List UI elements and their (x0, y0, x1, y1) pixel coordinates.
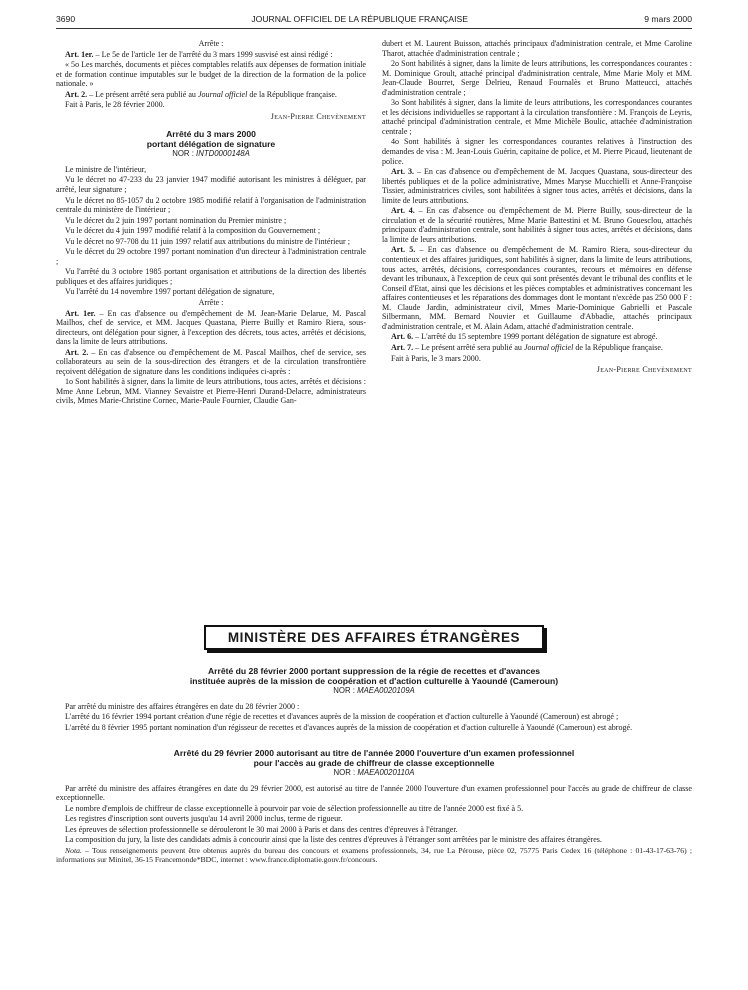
article-text: de la République française. (247, 89, 337, 99)
article-text: – En cas d'absence ou d'empêchement de M. Pascal Mailhos, chef de service, ses collaborateurs au sein de la sous-direction des étrangers et de la circulation transfrontière reçoivent délégation de signature dans les conditions indiquées ci-après : (56, 347, 366, 376)
paragraph: Vu le décret du 29 octobre 1997 portant nomination d'un directeur à l'administration centrale ; (56, 247, 366, 266)
journal-title: JOURNAL OFFICIEL DE LA RÉPUBLIQUE FRANÇAISE (251, 14, 468, 24)
journal-officiel-italic: Journal officiel (523, 342, 574, 352)
paragraph: L'arrêté du 8 février 1995 portant nomination d'un régisseur de recettes et d'avances auprès de la mission de coopération et d'action culturelle à Yaoundé (Cameroun) est abrogé. (65, 722, 633, 732)
paragraph: Vu le décret du 2 juin 1997 portant nomination du Premier ministre ; (65, 215, 287, 225)
paragraph: dubert et M. Laurent Buisson, attachés principaux d'administration centrale, et Mme Caroline Tharot, attachée d'administration centrale ; (382, 39, 692, 58)
article-text: – Le 5e de l'article 1er de l'arrêté du 3 mars 1999 susvisé est ainsi rédigé : (93, 49, 333, 59)
page-number: 3690 (56, 14, 76, 24)
nor-code: MAEA0020109A (357, 686, 415, 695)
paragraph: Les registres d'inscription sont ouverts jusqu'au 14 avril 2000 inclus, terme de rigueur. (65, 814, 343, 824)
nor-label: NOR : (172, 149, 197, 159)
article-text: – En cas d'absence ou d'empêchement de M. Jacques Quastana, sous-directeur des libertés publiques et de la police administrative, Mmes Maryse Mucchielli et Anne-Françoise Tissier, administratrices civiles, sont habilitées à signer tous actes, arrêtés et décisions, dans la limite de leurs attributions. (382, 167, 692, 205)
paragraph: La composition du jury, la liste des candidats admis à concourir ainsi que la liste des centres d'épreuves à l'étranger sont arrêtées par le ministre des affaires étrangères. (65, 835, 602, 845)
paragraph: Par arrêté du ministre des affaires étrangères en date du 29 février 2000, est autorisé au titre de l'année 2000 l'ouverture d'un examen professionnel pour l'accès au grade de chiffreur de classe exceptionnelle. (56, 783, 692, 803)
nota-text: – Tous renseignements peuvent être obtenus auprès du bureau des concours et examens professionnels, 34, rue La Pérouse, pièce 02, 75775 Paris Cedex 16 (téléphone : 01-43-17-63-76) ; informations sur Minitel, 36-15 Francemonde*BDC, internet : www.france.diplomatie.gouv.fr/concours. (56, 845, 692, 865)
article-text: de la République française. (573, 342, 663, 352)
article-text: – Le présent arrêté sera publié au (413, 342, 524, 352)
article-text: – Le présent arrêté sera publié au (87, 89, 198, 99)
article-paragraph (56, 348, 366, 377)
issue-date: 9 mars 2000 (644, 14, 692, 24)
nor-line (56, 686, 692, 696)
arrete-title (56, 748, 692, 768)
article-text: – En cas d'absence ou d'empêchement de M. Ramiro Riera, sous-directeur du contentieux et des affaires juridiques, sont habilités à signer, dans la limite de leurs attributions, tous actes, arrêtés, décisions, correspondances courantes, recours et mémoires en défense devant les tribunaux, à l'exception de ceux qui sont présentés devant le tribunal des conflits et le Conseil d'Etat, ainsi que les décisions et les pièces comptables et administratives concernant les affaires contentieuses et les réparations des dommages dont le montant n'excède pas 250 000 F : M. Claude Jardin, administrateur civil, Mmes Marie-Dominique Gabrielli et Pascale Silbermann, MM. Bernard Nouvier et Guillaume d'Abbadie, attachés principaux d'administration centrale, et M. Alain Adam, attaché d'administration centrale. (382, 245, 692, 331)
article-paragraph (382, 332, 692, 342)
nor-line (56, 149, 366, 159)
left-column (56, 39, 366, 599)
article-label: Art. 2. (65, 89, 88, 99)
article-label: Art. 1er. (65, 308, 96, 318)
article-paragraph (56, 50, 366, 60)
article-label: Art. 3. (391, 167, 415, 177)
arrete-label: Arrête : (198, 297, 224, 307)
fait-line: Fait à Paris, le 28 février 2000. (65, 100, 165, 110)
article-label: Art. 4. (391, 206, 415, 216)
article-text: – En cas d'absence ou d'empêchement de M. Pierre Builly, sous-directeur de la circulation et de la sécurité routières, Mme Marie Battestini et M. Bruno Gouesclou, attachés principaux d'administration centrale, sont habilités à signer tous actes, arrêtés et décisions, dans la limite de leurs attributions. (382, 206, 692, 244)
nor-label: NOR : (333, 686, 358, 695)
arrete-title-line: portant délégation de signature (146, 139, 276, 150)
paragraph: L'arrêté du 16 février 1994 portant création d'une régie de recettes et d'avances auprès de la mission de coopération et d'action culturelle à Yaoundé (Cameroun) est abrogé ; (65, 712, 619, 722)
arrete-title (56, 129, 366, 149)
paragraph: 1o Sont habilités à signer, dans la limite de leurs attributions, tous actes, arrêtés et décisions : Mme Anne Lebrun, MM. Vianney Sevaistre et Pierre-Henri Durand-Delacre, administrateurs civils, Mmes Marie-Christine Cornec, Marie-Paule Fournier, Claudie Gan- (56, 377, 366, 406)
arrete-title-line: Arrêté du 3 mars 2000 (166, 129, 256, 140)
arrete-title-line: Arrêté du 29 février 2000 autorisant au titre de l'année 2000 l'ouverture d'un examen professionnel (173, 748, 575, 759)
arrete-title-line: instituée auprès de la mission de coopération et d'action culturelle à Yaoundé (Cameroun) (189, 676, 559, 686)
paragraph: Vu l'arrêté du 14 novembre 1997 portant délégation de signature, (65, 287, 275, 297)
article-paragraph (382, 167, 692, 205)
article-paragraph (382, 245, 692, 331)
paragraph: Les épreuves de sélection professionnelle se dérouleront le 30 mai 2000 à Paris et dans des centres d'épreuves à l'étranger. (65, 824, 458, 834)
article-paragraph (56, 309, 366, 347)
paragraph: 3o Sont habilités à signer, dans la limite de leurs attributions, les correspondances courantes et les décisions individuelles se rapportant à la circulation transfontière : M. François de Leyris, attaché principal d'administration centrale, et Mme Michèle Boulic, attachée d'administration centrale ; (382, 98, 692, 136)
paragraph: 2o Sont habilités à signer, dans la limite de leurs attributions, les correspondances courantes : M. Dominique Groult, attaché principal d'administration centrale, Mme Marie Moly et MM. Jean-Claude Bourret, Serge Delrieu, Renaud Fournalès et Bruno Matteucci, attachés d'administration centrale ; (382, 59, 692, 97)
paragraph: Par arrêté du ministre des affaires étrangères en date du 28 février 2000 : (65, 701, 300, 711)
arrete-label: Arrête : (198, 39, 224, 48)
paragraph: Vu le décret no 97-708 du 11 juin 1997 relatif aux attributions du ministre de l'intérieur ; (65, 236, 350, 246)
nota-paragraph (56, 846, 692, 865)
nor-code: INTD0000148A (196, 149, 250, 159)
article-paragraph (382, 343, 692, 353)
journal-officiel-italic: Journal officiel (197, 89, 248, 99)
signature: Jean-Pierre Chevènement (596, 365, 692, 375)
article-paragraph (56, 90, 366, 100)
paragraph: Vu le décret no 47-233 du 23 janvier 1947 modifié autorisant les ministres à déléguer, par arrêté, leur signature ; (56, 175, 366, 194)
quoted-paragraph: « 5o Les marchés, documents et pièces comptables relatifs aux dépenses de formation initiale et de formation continue imputables sur le budget de la direction de la formation de la police nationale. » (56, 60, 366, 89)
article-label: Art. 2. (65, 347, 89, 357)
signature: Jean-Pierre Chevènement (270, 111, 366, 121)
article-label: Art. 1er. (65, 49, 94, 59)
article-label: Art. 7. (391, 342, 414, 352)
nor-code: MAEA0020110A (357, 768, 415, 778)
fait-line: Fait à Paris, le 3 mars 2000. (391, 353, 481, 363)
page-header (56, 14, 692, 29)
paragraph: Vu l'arrêté du 3 octobre 1985 portant organisation et attributions de la direction des libertés publiques et des affaires juridiques ; (56, 267, 366, 286)
paragraph: Vu le décret no 85-1057 du 2 octobre 1985 modifié relatif à l'organisation de l'administration centrale du ministère de l'intérieur ; (56, 195, 366, 215)
paragraph: Le nombre d'emplois de chiffreur de classe exceptionnelle à pourvoir par voie de sélection professionnelle au titre de l'année 2000 est fixé à 5. (65, 803, 524, 813)
article-text: – En cas d'absence ou d'empêchement de M. Jean-Marie Delarue, M. Pascal Mailhos, chef de service, et MM. Jacques Quastana, Pierre Builly et Ramiro Riera, sous-directeurs, ont délégation pour signer, à l'exception des décrets, tous actes, arrêtés et décisions, dans la limite de leurs attributions. (56, 308, 366, 347)
ministry-section (56, 666, 692, 865)
article-text: – L'arrêté du 15 septembre 1999 portant délégation de signature est abrogé. (413, 332, 658, 342)
ministry-banner: MINISTÈRE DES AFFAIRES ÉTRANGÈRES (204, 625, 544, 650)
paragraph: 4o Sont habilités à signer les correspondances courantes relatives à l'instruction des demandes de visa : M. Jean-Louis Guérin, capitaine de police, et M. Pierre Picaud, lieutenant de police. (382, 137, 692, 166)
arrete-title-line: Arrêté du 28 février 2000 portant suppression de la régie de recettes et d'avances (207, 666, 541, 676)
paragraph: Le ministre de l'intérieur, (65, 164, 147, 174)
article-label: Art. 5. (391, 245, 416, 255)
arrete-title-line: pour l'accès au grade de chiffreur de classe exceptionnelle (253, 758, 495, 769)
nor-label: NOR : (333, 768, 358, 778)
nor-line (56, 768, 692, 778)
nota-label: Nota. (65, 845, 82, 855)
article-paragraph (382, 206, 692, 244)
article-label: Art. 6. (391, 332, 414, 342)
two-column-section (56, 39, 692, 599)
paragraph: Vu le décret du 4 juin 1997 modifié relatif à la composition du Gouvernement ; (65, 226, 321, 236)
right-column (382, 39, 692, 599)
arrete-title (56, 666, 692, 686)
